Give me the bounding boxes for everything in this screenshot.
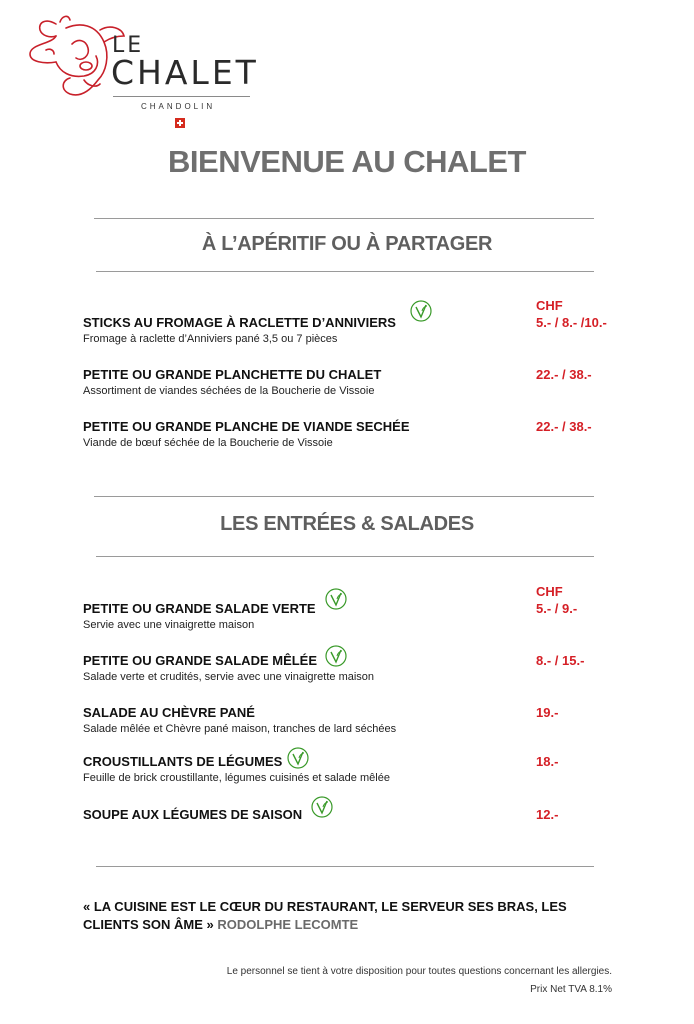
vegetarian-icon — [325, 645, 347, 667]
logo-location: CHANDOLIN — [141, 102, 216, 111]
allergy-note: Le personnel se tient à votre disposition pour toutes questions concernant les allergies. — [226, 966, 612, 977]
menu-item-price: 22.- / 38.- — [536, 367, 592, 382]
currency-label: CHF — [536, 584, 563, 599]
section-divider — [94, 496, 594, 497]
section-title-aperitif: À L’APÉRITIF OU À PARTAGER — [201, 233, 493, 255]
quote-text: « LA CUISINE EST LE CŒUR DU RESTAURANT, LE SERVEUR SES BRAS, LES CLIENTS SON ÂME » — [83, 899, 567, 932]
vegetarian-icon — [311, 796, 333, 818]
menu-item-name: CROUSTILLANTS DE LÉGUMES — [83, 754, 283, 769]
menu-item-description: Fromage à raclette d’Anniviers pané 3,5 ou 7 pièces — [83, 333, 338, 345]
menu-item-name: SOUPE AUX LÉGUMES DE SAISON — [83, 807, 303, 822]
section-divider — [96, 866, 594, 867]
menu-item-price: 18.- — [536, 754, 559, 769]
menu-item-name: PETITE OU GRANDE SALADE VERTE — [83, 601, 316, 616]
menu-item-price: 19.- — [536, 705, 559, 720]
section-divider — [94, 218, 594, 219]
menu-item-price: 5.- / 9.- — [536, 601, 578, 616]
menu-item-price: 5.- / 8.- /10.- — [536, 315, 607, 330]
vegetarian-icon — [325, 588, 347, 610]
menu-item-description: Viande de bœuf séchée de la Boucherie de Vissoie — [83, 437, 333, 449]
logo-wordmark-le: LE — [112, 33, 145, 58]
logo-wordmark-chalet: CHALET — [111, 53, 259, 92]
quote-author: RODOLPHE LECOMTE — [217, 917, 359, 932]
section-divider — [96, 556, 594, 557]
vegetarian-icon — [410, 300, 432, 322]
tax-note: Prix Net TVA 8.1% — [530, 984, 612, 995]
logo-divider — [113, 96, 250, 97]
menu-item-name: PETITE OU GRANDE SALADE MÊLÉE — [83, 653, 318, 668]
swiss-flag-icon — [175, 118, 185, 128]
vegetarian-icon — [287, 747, 309, 769]
menu-item-name: STICKS AU FROMAGE À RACLETTE D’ANNIVIERS — [83, 315, 396, 330]
quote — [83, 898, 623, 934]
menu-item-price: 12.- — [536, 807, 559, 822]
menu-item-name: SALADE AU CHÈVRE PANÉ — [83, 705, 255, 720]
section-title-entrees: LES ENTRÉES & SALADES — [220, 513, 474, 535]
page-title: BIENVENUE AU CHALET — [168, 144, 526, 179]
menu-item-name: PETITE OU GRANDE PLANCHETTE DU CHALET — [83, 367, 382, 382]
menu-item-description: Salade mêlée et Chèvre pané maison, tranches de lard séchées — [83, 723, 397, 735]
menu-item-price: 22.- / 38.- — [536, 419, 592, 434]
menu-item-name: PETITE OU GRANDE PLANCHE DE VIANDE SECHÉE — [83, 419, 410, 434]
currency-label: CHF — [536, 298, 563, 313]
menu-item-price: 8.- / 15.- — [536, 653, 585, 668]
menu-item-description: Feuille de brick croustillante, légumes cuisinés et salade mêlée — [83, 772, 390, 784]
menu-item-description: Salade verte et crudités, servie avec une vinaigrette maison — [83, 671, 375, 683]
menu-item-description: Servie avec une vinaigrette maison — [83, 619, 255, 631]
section-divider — [96, 271, 594, 272]
menu-item-description: Assortiment de viandes séchées de la Boucherie de Vissoie — [83, 385, 375, 397]
